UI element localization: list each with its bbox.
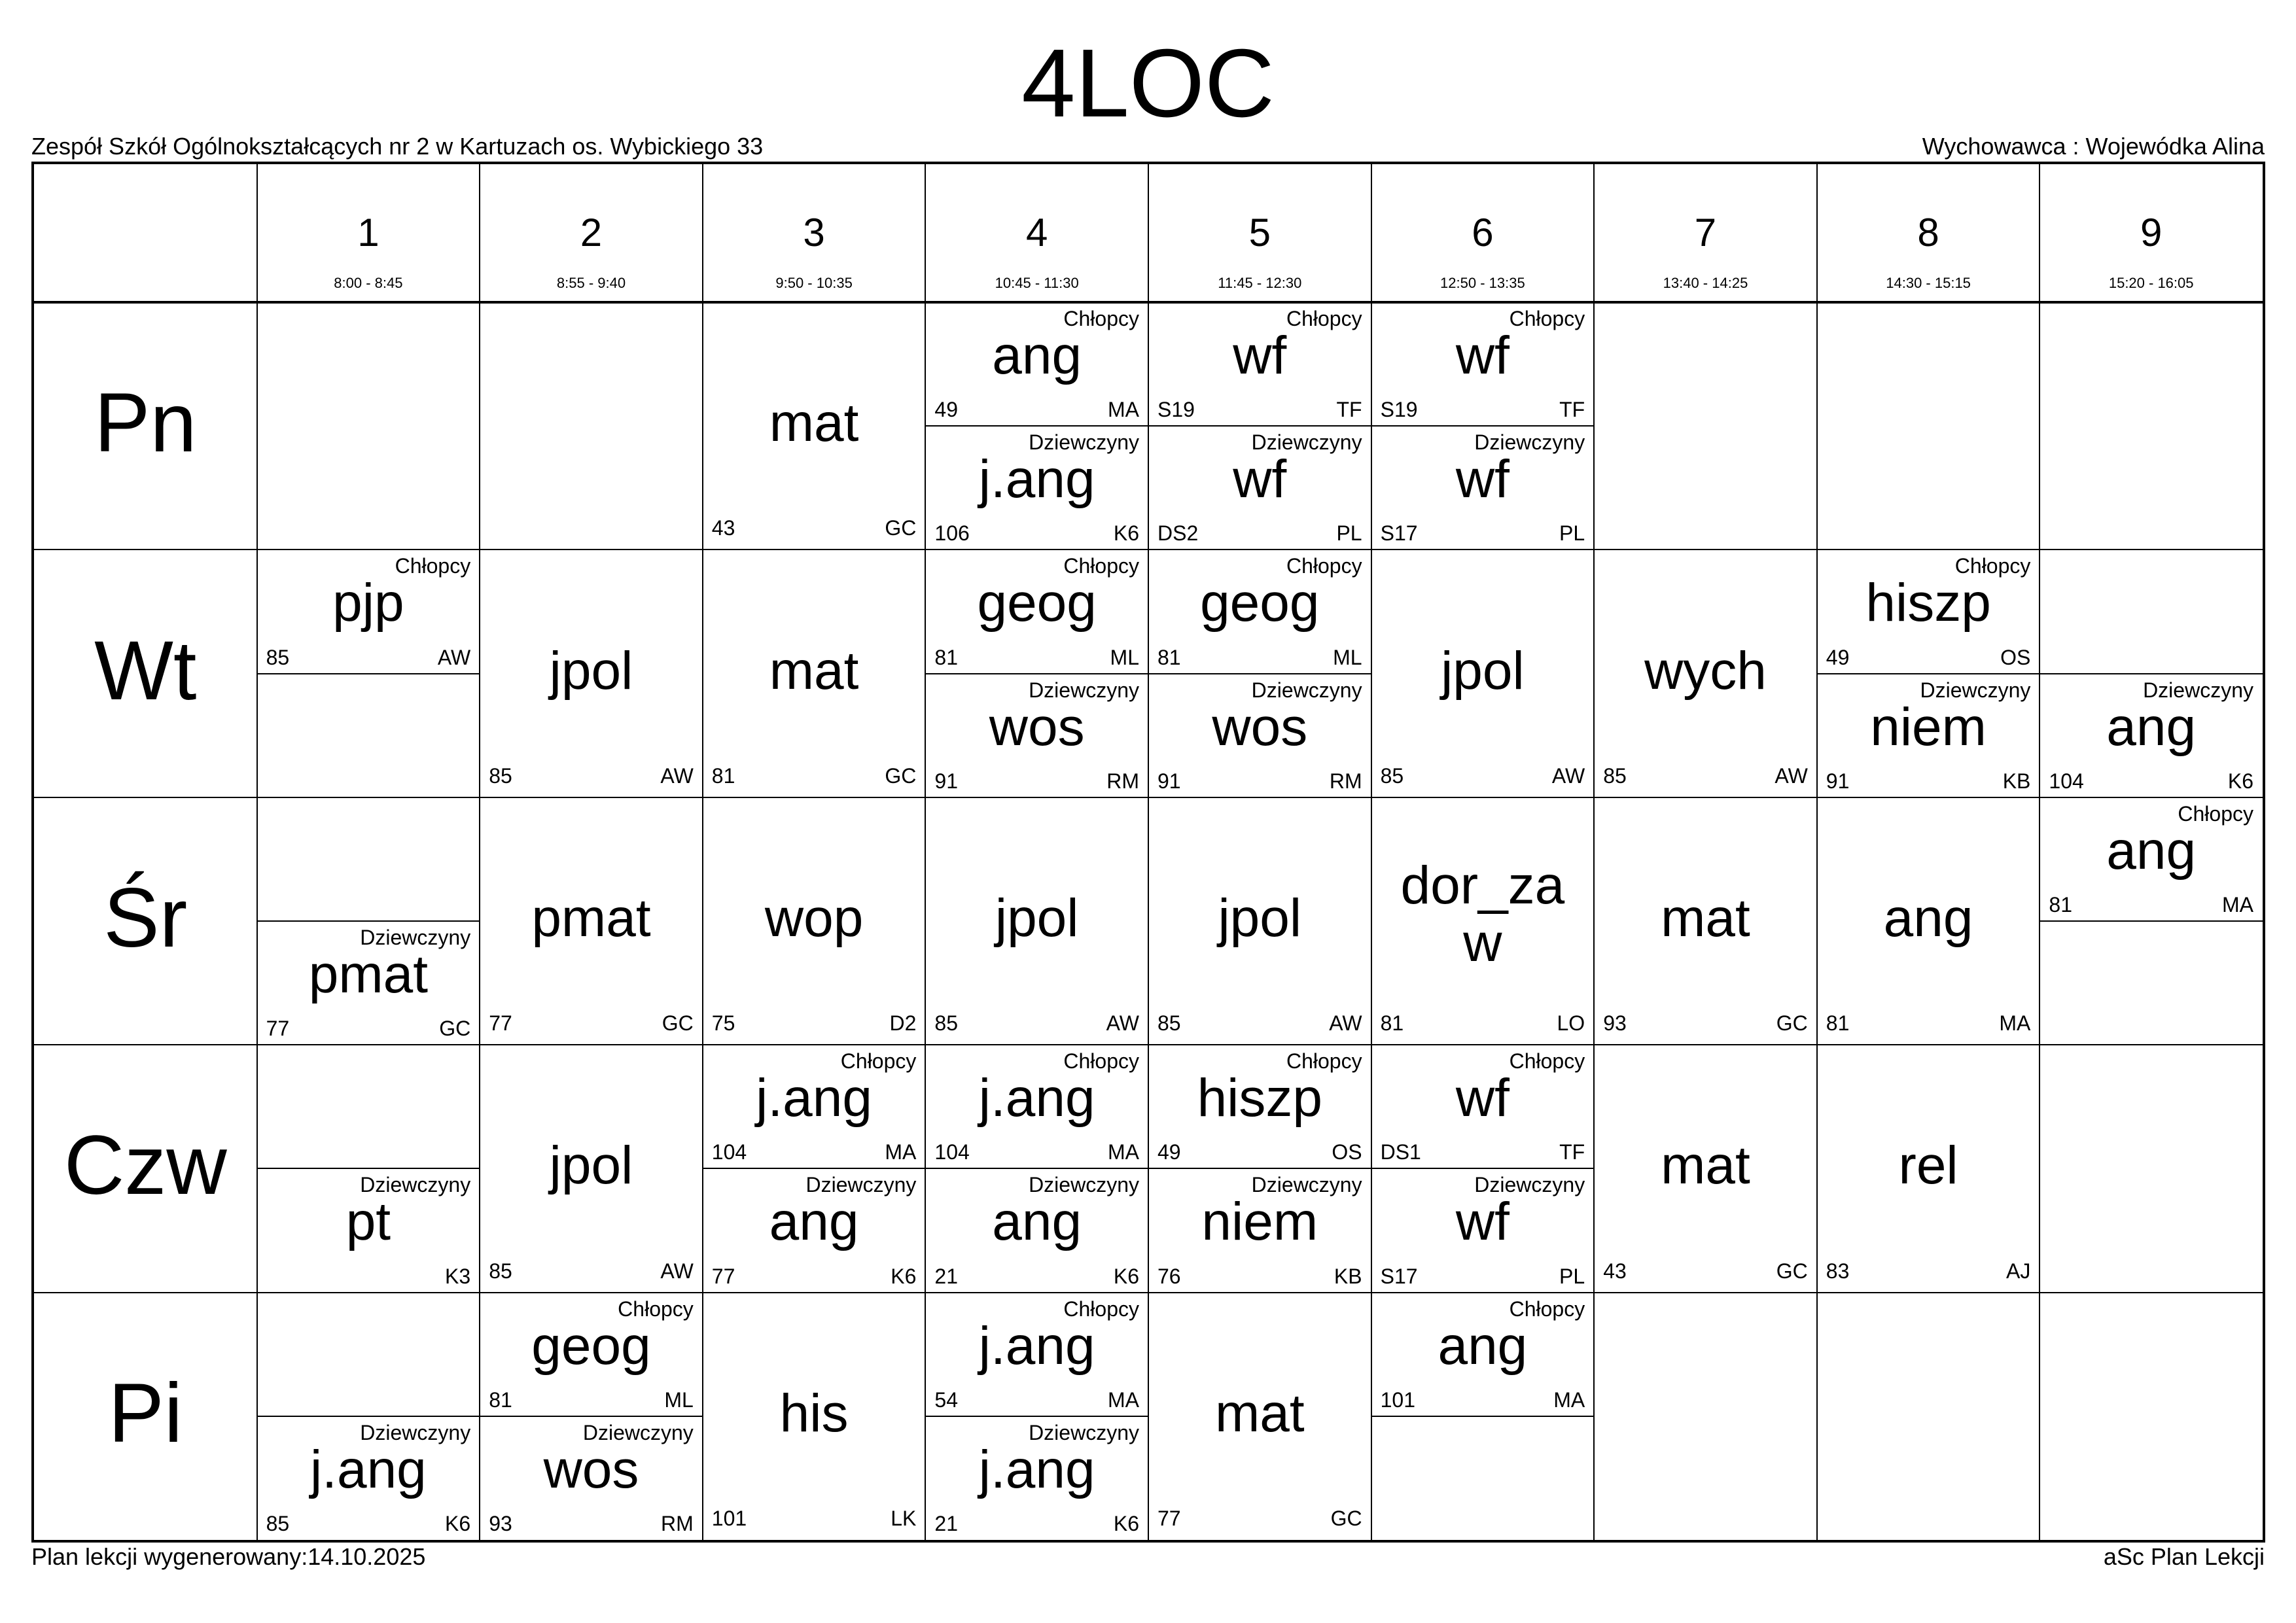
- day-label: Pi: [108, 1366, 183, 1460]
- group-divider: [1148, 425, 1371, 427]
- room-number: 81: [2049, 892, 2072, 916]
- room-number: 49: [1826, 645, 1850, 669]
- teacher-code: MA: [1107, 1387, 1139, 1412]
- teacher-code: K6: [1113, 1511, 1139, 1535]
- teacher-code: GC: [1776, 1259, 1808, 1283]
- teacher-code: TF: [1559, 398, 1585, 422]
- lesson-cell[interactable]: [1817, 1045, 2040, 1292]
- subject-label: wf: [1455, 326, 1510, 385]
- room-number: 104: [711, 1140, 747, 1164]
- group-divider: [1817, 673, 2040, 674]
- teacher-code: K6: [2227, 769, 2253, 793]
- lesson-cell[interactable]: [480, 302, 703, 550]
- teacher-code: KB: [2002, 769, 2031, 793]
- group-label: Chłopcy: [1509, 307, 1585, 330]
- room-number: 85: [489, 763, 512, 788]
- subject-label: wos: [989, 697, 1085, 757]
- room-number: 93: [489, 1511, 512, 1535]
- group-divider: [703, 1168, 926, 1169]
- group-divider: [257, 920, 480, 922]
- teacher-code: PL: [1559, 521, 1585, 546]
- group-label: Chłopcy: [1063, 554, 1139, 578]
- group-divider: [925, 1416, 1148, 1417]
- room-number: 91: [1157, 769, 1181, 793]
- lesson-cell[interactable]: [480, 1045, 703, 1292]
- teacher-code: AW: [437, 645, 471, 669]
- group-divider: [925, 425, 1148, 427]
- subject-label: rel: [1898, 1136, 1958, 1196]
- group-label: Chłopcy: [1286, 307, 1362, 330]
- lesson-cell[interactable]: [1148, 1045, 1371, 1292]
- group-divider: [257, 673, 480, 674]
- teacher-code: GC: [885, 516, 917, 540]
- group-label: Dziewczyny: [1474, 1173, 1585, 1197]
- lesson-cell[interactable]: [1594, 1293, 1817, 1540]
- room-number: 76: [1157, 1264, 1181, 1288]
- group-divider: [925, 1168, 1148, 1169]
- period-time: 8:55 - 9:40: [556, 275, 626, 291]
- room-number: 21: [934, 1511, 958, 1535]
- period-time: 11:45 - 12:30: [1218, 275, 1302, 291]
- lesson-cell[interactable]: [480, 797, 703, 1045]
- group-divider: [2040, 673, 2263, 674]
- group-divider: [2040, 920, 2263, 922]
- period-number: 6: [1472, 211, 1494, 254]
- lesson-cell[interactable]: [925, 797, 1148, 1045]
- teacher-code: LO: [1557, 1011, 1585, 1036]
- lesson-cell[interactable]: [1817, 550, 2040, 797]
- room-number: 85: [934, 1011, 958, 1036]
- subject-label: ang: [2106, 820, 2197, 881]
- lesson-cell[interactable]: [1148, 1293, 1371, 1540]
- teacher-code: GC: [439, 1017, 471, 1041]
- subject-label: ang: [992, 1192, 1082, 1252]
- room-number: DS2: [1157, 521, 1199, 546]
- period-time: 13:40 - 14:25: [1663, 275, 1748, 291]
- room-number: 54: [934, 1387, 958, 1412]
- subject-label: niem: [1201, 1192, 1318, 1252]
- group-label: Dziewczyny: [805, 1173, 917, 1197]
- lesson-cell[interactable]: [1371, 302, 1595, 550]
- room-number: 85: [1380, 763, 1404, 788]
- group-label: Dziewczyny: [2143, 678, 2253, 702]
- room-number: 49: [1157, 1140, 1181, 1164]
- teacher-code: ML: [1110, 645, 1139, 669]
- room-number: 91: [1826, 769, 1850, 793]
- teacher-code: K6: [891, 1264, 917, 1288]
- group-label: Dziewczyny: [1029, 430, 1139, 455]
- group-label: Chłopcy: [1954, 554, 2031, 578]
- lesson-cell[interactable]: [2040, 1045, 2263, 1292]
- group-label: Chłopcy: [1063, 307, 1139, 330]
- subject-label: jpol: [1441, 640, 1525, 701]
- room-number: 81: [489, 1387, 512, 1412]
- subject-label: wf: [1455, 449, 1510, 510]
- group-label: Dziewczyny: [360, 925, 471, 949]
- lesson-cell[interactable]: [1371, 797, 1595, 1045]
- room-number: 43: [1603, 1259, 1627, 1283]
- subject-label: ang: [1883, 888, 1973, 948]
- teacher-code: ML: [1333, 645, 1362, 669]
- period-number: 5: [1248, 211, 1271, 254]
- software-name: aSc Plan Lekcji: [2103, 1543, 2265, 1570]
- teacher-code: AJ: [2006, 1259, 2031, 1283]
- lesson-cell[interactable]: [257, 797, 480, 1045]
- room-number: 83: [1826, 1259, 1850, 1283]
- group-label: Chłopcy: [618, 1297, 694, 1321]
- teacher-code: PL: [1336, 521, 1362, 546]
- teacher-code: OS: [2000, 645, 2031, 669]
- subject-label: j.ang: [978, 1068, 1095, 1128]
- room-number: 43: [711, 516, 735, 540]
- room-number: DS1: [1380, 1140, 1421, 1164]
- teacher-code: RM: [661, 1511, 694, 1535]
- lesson-cell[interactable]: [480, 550, 703, 797]
- page-title: 4LOC: [1021, 29, 1275, 137]
- group-label: Chłopcy: [840, 1049, 917, 1073]
- day-label: Wt: [94, 623, 197, 718]
- group-label: Dziewczyny: [360, 1420, 471, 1444]
- lesson-cell[interactable]: [257, 550, 480, 797]
- teacher-code: OS: [1332, 1140, 1362, 1164]
- lesson-cell[interactable]: [1148, 302, 1371, 550]
- teacher-code: K6: [1113, 521, 1139, 546]
- teacher-code: TF: [1336, 398, 1362, 422]
- group-label: Dziewczyny: [1251, 678, 1362, 702]
- period-number: 7: [1694, 211, 1717, 254]
- period-number: 8: [1917, 211, 1939, 254]
- lesson-cell[interactable]: [2040, 1293, 2263, 1540]
- lesson-cell[interactable]: [1148, 550, 1371, 797]
- subject-label: pmat: [308, 944, 429, 1004]
- subject-label: ang: [1438, 1316, 1528, 1376]
- lesson-cell[interactable]: [1371, 550, 1595, 797]
- room-number: 91: [934, 769, 958, 793]
- subject-label: ang: [769, 1192, 859, 1252]
- subject-label: dor_za: [1400, 855, 1565, 915]
- teacher-code: MA: [1999, 1011, 2031, 1036]
- lesson-cell[interactable]: [480, 1293, 703, 1540]
- teacher-code: K6: [445, 1511, 471, 1535]
- lesson-cell[interactable]: [1594, 1045, 1817, 1292]
- group-label: Chłopcy: [1286, 1049, 1362, 1073]
- lesson-cell[interactable]: [925, 302, 1148, 550]
- day-label: Pn: [94, 376, 197, 470]
- teacher-code: GC: [662, 1011, 694, 1036]
- subject-label: niem: [1870, 697, 1987, 757]
- lesson-cell[interactable]: [925, 1293, 1148, 1540]
- teacher-code: PL: [1559, 1264, 1585, 1288]
- lesson-cell[interactable]: [257, 1045, 480, 1292]
- lesson-cell[interactable]: [925, 1045, 1148, 1292]
- subject-label: geog: [977, 573, 1097, 633]
- subject-label: pmat: [531, 888, 651, 948]
- group-label: Chłopcy: [1509, 1297, 1585, 1321]
- subject-label: mat: [1214, 1383, 1305, 1443]
- group-label: Chłopcy: [1509, 1049, 1585, 1073]
- period-time: 10:45 - 11:30: [995, 275, 1079, 291]
- group-divider: [1148, 673, 1371, 674]
- subject-label: wos: [1212, 697, 1308, 757]
- group-divider: [1371, 1416, 1595, 1417]
- room-number: 81: [1157, 645, 1181, 669]
- teacher-code: K6: [1113, 1264, 1139, 1288]
- lesson-cell[interactable]: [1148, 797, 1371, 1045]
- room-number: 85: [266, 645, 290, 669]
- teacher-code: AW: [1329, 1011, 1362, 1036]
- room-number: 106: [934, 521, 970, 546]
- group-label: Dziewczyny: [360, 1173, 471, 1197]
- lesson-cell[interactable]: [703, 1293, 926, 1540]
- group-label: Chłopcy: [395, 554, 471, 578]
- room-number: 21: [934, 1264, 958, 1288]
- subject-label: pt: [345, 1192, 391, 1252]
- lesson-cell[interactable]: [2040, 797, 2263, 1045]
- lesson-cell[interactable]: [2040, 302, 2263, 550]
- teacher-code: AW: [660, 763, 694, 788]
- room-number: 77: [266, 1017, 290, 1041]
- teacher-code: MA: [1553, 1387, 1585, 1412]
- day-label: Śr: [103, 871, 188, 965]
- group-divider: [1148, 1168, 1371, 1169]
- lesson-cell[interactable]: [1594, 797, 1817, 1045]
- room-number: 85: [1157, 1011, 1181, 1036]
- group-divider: [480, 1416, 703, 1417]
- period-time: 9:50 - 10:35: [775, 275, 853, 291]
- room-number: 49: [934, 398, 958, 422]
- room-number: 85: [266, 1511, 290, 1535]
- school-name: Zespół Szkół Ogólnokształcących nr 2 w Kartuzach os. Wybickiego 33: [31, 133, 764, 160]
- group-label: Dziewczyny: [582, 1420, 694, 1444]
- group-label: Dziewczyny: [1029, 1420, 1139, 1444]
- lesson-cell[interactable]: [1371, 1045, 1595, 1292]
- subject-label: j.ang: [978, 449, 1095, 510]
- period-number: 3: [803, 211, 825, 254]
- teacher-code: GC: [885, 763, 917, 788]
- room-number: 75: [711, 1011, 735, 1036]
- subject-label: j.ang: [309, 1439, 427, 1499]
- room-number: 81: [711, 763, 735, 788]
- subject-label: hiszp: [1865, 573, 1991, 633]
- lesson-cell[interactable]: [703, 550, 926, 797]
- subject-label: wf: [1233, 326, 1287, 385]
- subject-label: jpol: [1218, 888, 1302, 948]
- subject-label: ang: [2106, 697, 2197, 757]
- lesson-cell[interactable]: [1594, 550, 1817, 797]
- teacher-code: RM: [1329, 769, 1362, 793]
- timetable-grid: [31, 162, 2265, 1543]
- group-label: Dziewczyny: [1251, 1173, 1362, 1197]
- room-number: 85: [1603, 763, 1627, 788]
- teacher-code: KB: [1333, 1264, 1362, 1288]
- period-number: 2: [580, 211, 603, 254]
- teacher-code: K3: [445, 1264, 471, 1288]
- room-number: 104: [934, 1140, 970, 1164]
- teacher-code: LK: [891, 1506, 917, 1530]
- group-label: Dziewczyny: [1251, 430, 1362, 455]
- lesson-cell[interactable]: [1817, 797, 2040, 1045]
- group-divider: [925, 673, 1148, 674]
- group-label: Dziewczyny: [1474, 430, 1585, 455]
- teacher-code: GC: [1776, 1011, 1808, 1036]
- subject-label: j.ang: [978, 1439, 1095, 1499]
- lesson-cell[interactable]: [703, 302, 926, 550]
- class-teacher: Wychowawca : Wojewódka Alina: [1922, 133, 2265, 160]
- subject-label-continued: w: [1463, 913, 1502, 973]
- lesson-cell[interactable]: [703, 797, 926, 1045]
- group-divider: [257, 1168, 480, 1169]
- teacher-code: MA: [1107, 1140, 1139, 1164]
- subject-label: mat: [1661, 1136, 1750, 1196]
- generated-date: Plan lekcji wygenerowany:14.10.2025: [31, 1543, 426, 1570]
- room-number: S19: [1380, 398, 1418, 422]
- group-divider: [1371, 1168, 1595, 1169]
- room-number: 101: [711, 1506, 747, 1530]
- group-label: Dziewczyny: [1029, 678, 1139, 702]
- teacher-code: RM: [1106, 769, 1139, 793]
- day-label: Czw: [63, 1119, 227, 1213]
- subject-label: hiszp: [1197, 1068, 1323, 1128]
- room-number: 77: [1157, 1506, 1181, 1530]
- teacher-code: AW: [660, 1259, 694, 1283]
- subject-label: mat: [769, 640, 859, 701]
- group-divider: [257, 1416, 480, 1417]
- teacher-code: AW: [1775, 763, 1808, 788]
- teacher-code: MA: [1107, 398, 1139, 422]
- subject-label: pjp: [332, 573, 404, 633]
- lesson-cell[interactable]: [1817, 1293, 2040, 1540]
- period-number: 4: [1026, 211, 1048, 254]
- subject-label: wos: [543, 1439, 639, 1499]
- lesson-cell[interactable]: [257, 1293, 480, 1540]
- lesson-cell[interactable]: [1594, 302, 1817, 550]
- room-number: S17: [1380, 1264, 1418, 1288]
- lesson-cell[interactable]: [703, 1045, 926, 1292]
- teacher-code: AW: [1551, 763, 1585, 788]
- subject-label: wf: [1455, 1068, 1510, 1128]
- teacher-code: AW: [1106, 1011, 1139, 1036]
- subject-label: wop: [764, 888, 864, 948]
- subject-label: jpol: [549, 640, 633, 701]
- subject-label: mat: [1661, 888, 1750, 948]
- room-number: 81: [1826, 1011, 1850, 1036]
- group-label: Chłopcy: [2178, 801, 2253, 826]
- group-label: Chłopcy: [1063, 1297, 1139, 1321]
- room-number: 104: [2049, 769, 2084, 793]
- subject-label: wf: [1455, 1192, 1510, 1252]
- teacher-code: D2: [889, 1011, 917, 1036]
- period-time: 8:00 - 8:45: [334, 275, 403, 291]
- room-number: 93: [1603, 1011, 1627, 1036]
- subject-label: mat: [769, 393, 859, 453]
- subject-label: jpol: [549, 1136, 633, 1196]
- group-label: Chłopcy: [1063, 1049, 1139, 1073]
- period-time: 14:30 - 15:15: [1886, 275, 1971, 291]
- teacher-code: ML: [664, 1387, 694, 1412]
- subject-label: j.ang: [756, 1068, 872, 1128]
- group-label: Chłopcy: [1286, 554, 1362, 578]
- period-number: 1: [357, 211, 380, 254]
- group-label: Dziewczyny: [1029, 1173, 1139, 1197]
- subject-label: wf: [1233, 449, 1287, 510]
- subject-label: j.ang: [978, 1316, 1095, 1376]
- lesson-cell[interactable]: [1817, 302, 2040, 550]
- teacher-code: GC: [1330, 1506, 1362, 1530]
- subject-label: wych: [1644, 640, 1767, 701]
- lesson-cell[interactable]: [925, 550, 1148, 797]
- room-number: 81: [1380, 1011, 1404, 1036]
- subject-label: ang: [992, 326, 1082, 385]
- lesson-cell[interactable]: [257, 302, 480, 550]
- subject-label: jpol: [995, 888, 1079, 948]
- room-number: 81: [934, 645, 958, 669]
- room-number: S19: [1157, 398, 1195, 422]
- period-number: 9: [2140, 211, 2163, 254]
- teacher-code: TF: [1559, 1140, 1585, 1164]
- subject-label: geog: [1200, 573, 1320, 633]
- lesson-cell[interactable]: [2040, 550, 2263, 797]
- group-label: Dziewczyny: [1920, 678, 2031, 702]
- room-number: 77: [489, 1011, 512, 1036]
- subject-label: geog: [531, 1316, 651, 1376]
- lesson-cell[interactable]: [1371, 1293, 1595, 1540]
- group-divider: [1371, 425, 1595, 427]
- room-number: 101: [1380, 1387, 1415, 1412]
- subject-label: his: [779, 1383, 849, 1443]
- room-number: 85: [489, 1259, 512, 1283]
- period-time: 15:20 - 16:05: [2108, 275, 2194, 291]
- teacher-code: MA: [2221, 892, 2253, 916]
- room-number: 77: [711, 1264, 735, 1288]
- teacher-code: MA: [885, 1140, 917, 1164]
- room-number: S17: [1380, 521, 1418, 546]
- period-time: 12:50 - 13:35: [1440, 275, 1525, 291]
